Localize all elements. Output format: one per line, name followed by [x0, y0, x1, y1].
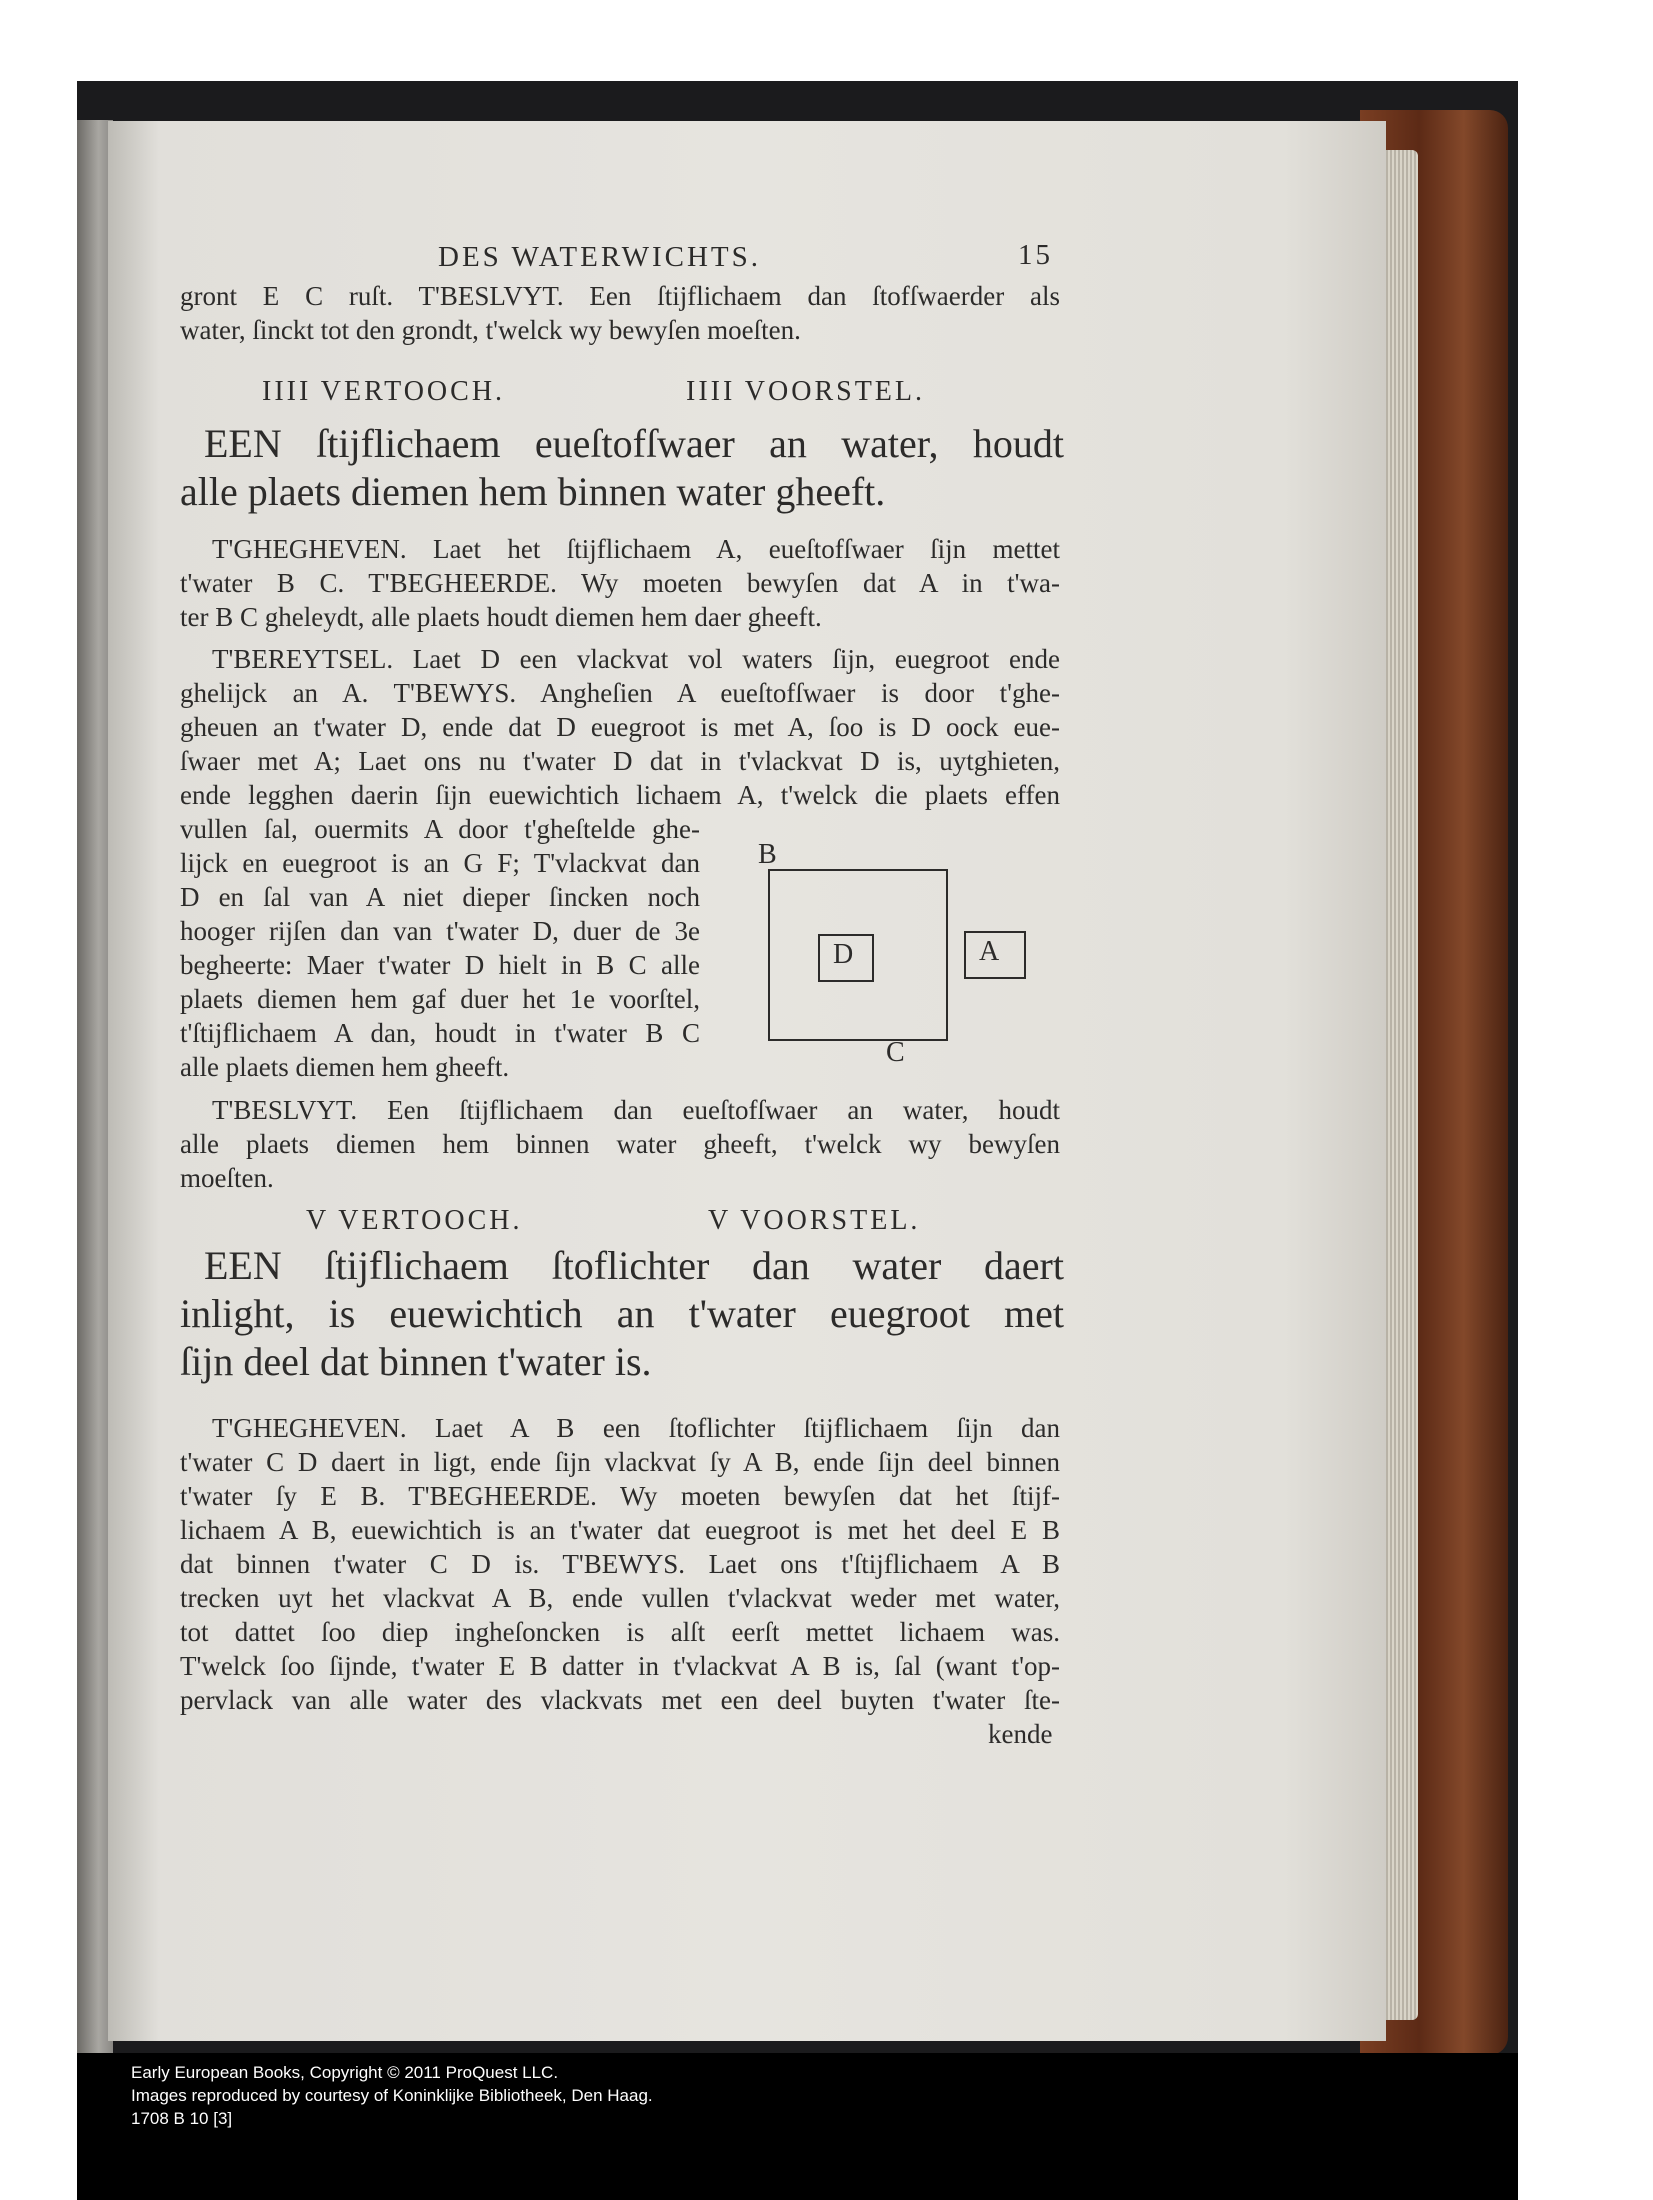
figure-label-d: D — [833, 939, 854, 970]
text-line: T'welck ſoo ſijnde, t'water E B datter in t'vlackvat A B is, ſal (want t'op- — [180, 1651, 1060, 1681]
text-line: ter B C gheleydt, alle plaets houdt diemen hem daer gheeft. — [180, 602, 822, 632]
text-line: ghelijck an A. T'BEWYS. Angheſien A eueſtofſwaer is door t'ghe- — [180, 678, 1060, 708]
text-line: tot dattet ſoo diep ingheſoncken is alſt eerſt mettet lichaem was. — [180, 1617, 1060, 1647]
text-line: T'GHEGHEVEN. Laet het ſtijflichaem A, eueſtofſwaer ſijn mettet — [212, 534, 1060, 564]
page-number: 15 — [1018, 239, 1053, 271]
text-line: T'GHEGHEVEN. Laet A B een ſtoflichter ſtijflichaem ſijn dan — [212, 1413, 1060, 1443]
proposition-line: inlight, is euewichtich an t'water euegroot met — [180, 1291, 1064, 1336]
figure-label-b: B — [758, 839, 777, 870]
footer-courtesy: Images reproduced by courtesy of Koninklijke Bibliotheek, Den Haag. — [131, 2086, 653, 2105]
text-line: t'water ſy E B. T'BEGHEERDE. Wy moeten bewyſen dat het ſtijf- — [180, 1481, 1060, 1511]
copyright-footer — [77, 2053, 1518, 2200]
text-line: gheuen an t'water D, ende dat D euegroot is met A, ſoo is D oock eue- — [180, 712, 1060, 742]
footer-copyright: Early European Books, Copyright © 2011 ProQuest LLC. — [131, 2063, 559, 2082]
text-line: T'BESLVYT. Een ſtijflichaem dan eueſtofſwaer an water, houdt — [212, 1095, 1060, 1125]
text-line: D en ſal van A niet dieper ſincken noch — [180, 882, 700, 912]
text-line: T'BEREYTSEL. Laet D een vlackvat vol waters ſijn, euegroot ende — [212, 644, 1060, 674]
text-line: t'water B C. T'BEGHEERDE. Wy moeten bewyſen dat A in t'wa- — [180, 568, 1060, 598]
text-line: moeſten. — [180, 1163, 274, 1193]
text-line: lijck en euegroot is an G F; T'vlackvat dan — [180, 848, 700, 878]
text-line: dat binnen t'water C D is. T'BEWYS. Laet ons t'ſtijflichaem A B — [180, 1549, 1060, 1579]
text-line: pervlack van alle water des vlackvats met een deel buyten t'water ſte- — [180, 1685, 1060, 1715]
text-line: begheerte: Maer t'water D hielt in B C alle — [180, 950, 700, 980]
proposition-line: alle plaets diemen hem binnen water gheeft. — [180, 469, 886, 514]
text-line: trecken uyt het vlackvat A B, ende vullen t'vlackvat weder met water, — [180, 1583, 1060, 1613]
text-line: t'water C D daert in ligt, ende ſijn vlackvat ſy A B, ende ſijn deel binnen — [180, 1447, 1060, 1477]
book-page — [108, 121, 1386, 2041]
section-heading-voorstel: V VOORSTEL. — [708, 1205, 921, 1236]
footer-shelfmark: 1708 B 10 [3] — [131, 2109, 233, 2128]
text-line: alle plaets diemen hem gheeft. — [180, 1052, 510, 1082]
catchword: kende — [988, 1719, 1053, 1749]
text-line: vullen ſal, ouermits A door t'gheſtelde ghe- — [180, 814, 700, 844]
text-line: gront E C ruſt. T'BESLVYT. Een ſtijflichaem dan ſtofſwaerder als — [180, 281, 1060, 311]
text-line: alle plaets diemen hem binnen water gheeft, t'welck wy bewyſen — [180, 1129, 1060, 1159]
proposition-line: EEN ſtijflichaem ſtoflichter dan water daert — [204, 1243, 1064, 1288]
proposition-line: ſijn deel dat binnen t'water is. — [180, 1339, 652, 1384]
text-line: t'ſtijflichaem A dan, houdt in t'water B C — [180, 1018, 700, 1048]
proposition-line: EEN ſtijflichaem eueſtofſwaer an water, houdt — [204, 421, 1064, 466]
text-line: ende legghen daerin ſijn euewichtich lichaem A, t'welck die plaets effen — [180, 780, 1060, 810]
diagram-vessel — [758, 839, 1088, 1069]
text-line: lichaem A B, euewichtich is an t'water dat euegroot is met het deel E B — [180, 1515, 1060, 1545]
running-head-title: DES WATERWICHTS. — [438, 241, 761, 273]
text-line: hooger rijſen dan van t'water D, duer de 3e — [180, 916, 700, 946]
section-heading-vertooch: V VERTOOCH. — [306, 1205, 523, 1236]
text-line: ſwaer met A; Laet ons nu t'water D dat in t'vlackvat D is, uytghieten, — [180, 746, 1060, 776]
text-line: plaets diemen hem gaf duer het 1e voorſtel, — [180, 984, 700, 1014]
section-heading-vertooch: IIII VERTOOCH. — [262, 376, 506, 407]
text-line: water, ſinckt tot den grondt, t'welck wy bewyſen moeſten. — [180, 315, 801, 345]
figure-label-c: C — [886, 1037, 905, 1068]
section-heading-voorstel: IIII VOORSTEL. — [686, 376, 926, 407]
figure-label-a: A — [979, 936, 1000, 967]
